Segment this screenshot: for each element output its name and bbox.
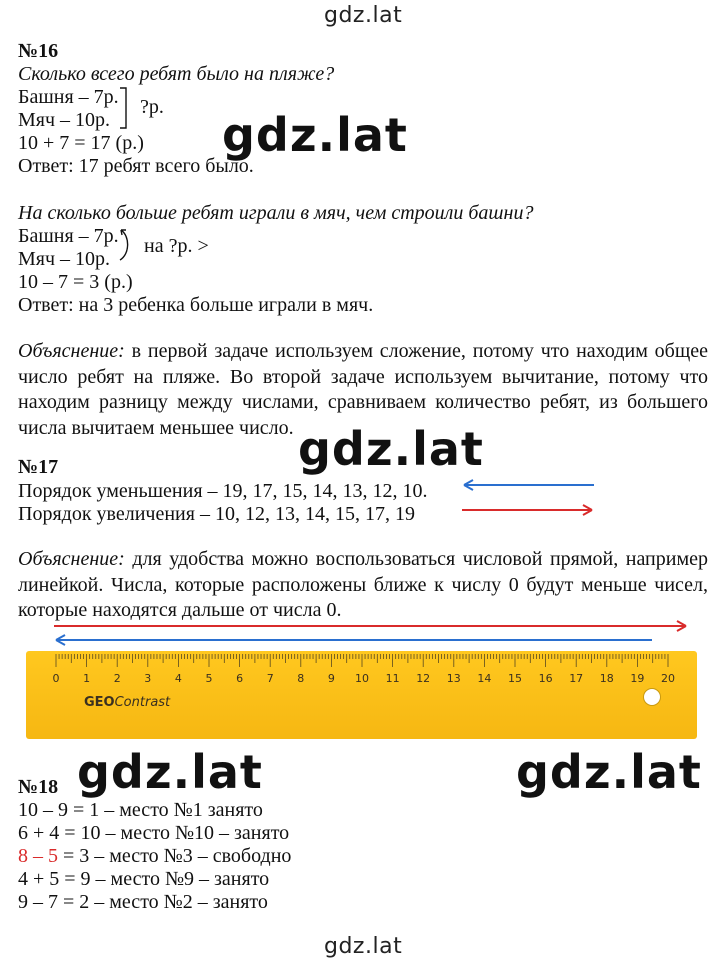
order-arrows (458, 476, 598, 522)
ruler-number: 8 (297, 672, 305, 685)
ruler-hole (643, 688, 661, 706)
solution-expression: 9 – 7 (18, 891, 58, 913)
ruler-brand-italic: Contrast (114, 695, 171, 710)
watermark-bottom: gdz.lat (324, 934, 403, 959)
ruler-brand-bold: GEO (84, 695, 115, 710)
ruler-number: 3 (144, 672, 152, 685)
task-18-heading: №18 (18, 776, 59, 798)
solution-line (18, 799, 291, 822)
watermark-big: gdz.lat (516, 745, 702, 799)
ruler-number: 4 (174, 672, 182, 685)
explanation-text: для удобства можно воспользоваться числовой прямой, например линейкой. Числа, которые расположены ближе к числу 0 будут меньше чисел, которые находятся дальше от числа 0. (18, 548, 708, 621)
arrow-left-blue-icon (464, 480, 594, 490)
ruler-number: 12 (416, 672, 431, 685)
ruler-number: 20 (661, 672, 675, 685)
ruler-number: 9 (327, 672, 335, 685)
ruler-number: 0 (52, 672, 60, 685)
solution-result: = 1 – место №1 занято (68, 799, 263, 821)
ruler-number: 7 (266, 672, 274, 685)
solution-line (18, 822, 291, 845)
ruler-number: 16 (538, 672, 553, 685)
compare-label: на ?р. > (144, 235, 209, 257)
solution-line (18, 845, 291, 868)
solution-expression: 4 + 5 (18, 868, 60, 890)
task-18-lines (18, 799, 291, 914)
tower-count-2: Башня – 7р. (18, 225, 119, 247)
solution-line (18, 891, 291, 914)
ball-count-2: Мяч – 10р. (18, 248, 111, 270)
task-16-question-2: На сколько больше ребят играли в мяч, чем строили башни? (18, 202, 534, 224)
calc-2: 10 – 7 = 3 (р.) (18, 271, 133, 293)
compare-arrow-icon (116, 224, 136, 266)
solution-line (18, 868, 291, 891)
explanation-16 (18, 339, 708, 441)
ruler-number: 1 (83, 672, 91, 685)
solution-result: = 9 – место №9 – занято (59, 868, 270, 890)
ruler-number: 11 (385, 672, 400, 685)
ruler-number: 18 (599, 672, 614, 685)
answer-1: Ответ: 17 ребят всего было. (18, 155, 254, 177)
ruler-number: 2 (113, 672, 121, 685)
solution-expression: 6 + 4 (18, 822, 60, 844)
increasing-order: Порядок увеличения – 10, 12, 13, 14, 15, 17, 19 (18, 503, 415, 525)
ruler-number: 15 (508, 672, 522, 685)
explanation-label: Объяснение: (18, 548, 125, 570)
watermark-big: gdz.lat (298, 422, 484, 476)
tower-count: Башня – 7р. (18, 86, 119, 108)
task-17-heading: №17 (18, 456, 59, 478)
ruler-number: 10 (355, 672, 369, 685)
ruler-number: 6 (236, 672, 244, 685)
ruler (26, 651, 697, 739)
arrow-right-red-icon (54, 621, 686, 631)
task-16-question-1: Сколько всего ребят было на пляже? (18, 63, 335, 85)
watermark-big: gdz.lat (222, 108, 408, 162)
brace-icon (118, 86, 136, 130)
ruler-number: 13 (446, 672, 461, 685)
arrow-left-blue-icon (56, 635, 652, 645)
solution-expression: 8 – 5 (18, 845, 58, 867)
ruler-number: 14 (477, 672, 492, 685)
ruler-number: 17 (569, 672, 584, 685)
explanation-17 (18, 547, 708, 624)
solution-expression: 10 – 9 (18, 799, 68, 821)
task-16-heading: №16 (18, 40, 59, 62)
number-line-arrows (50, 618, 692, 648)
watermark-top: gdz.lat (324, 3, 403, 28)
decreasing-order: Порядок уменьшения – 19, 17, 15, 14, 13, 12, 10. (18, 480, 428, 502)
watermark-big: gdz.lat (77, 745, 263, 799)
calc-1: 10 + 7 = 17 (р.) (18, 132, 144, 154)
solution-result: = 3 – место №3 – свободно (58, 845, 292, 867)
ruler-number: 19 (630, 672, 645, 685)
brace-label: ?р. (140, 96, 164, 118)
solution-result: = 10 – место №10 – занято (59, 822, 290, 844)
ruler-brand (84, 695, 170, 710)
arrow-right-red-icon (462, 505, 592, 515)
explanation-text: в первой задаче используем сложение, потому что находим общее число ребят на пляже. Во второй задаче используем вычитание, потому что находим разницу между числами, сравниваем количество ребят, из большего числа вычитаем меньшее число. (18, 340, 708, 439)
ruler-number: 5 (205, 672, 213, 685)
answer-2: Ответ: на 3 ребенка больше играли в мяч. (18, 294, 374, 316)
ball-count: Мяч – 10р. (18, 109, 111, 131)
solution-result: = 2 – место №2 – занято (58, 891, 268, 913)
explanation-label: Объяснение: (18, 340, 125, 362)
